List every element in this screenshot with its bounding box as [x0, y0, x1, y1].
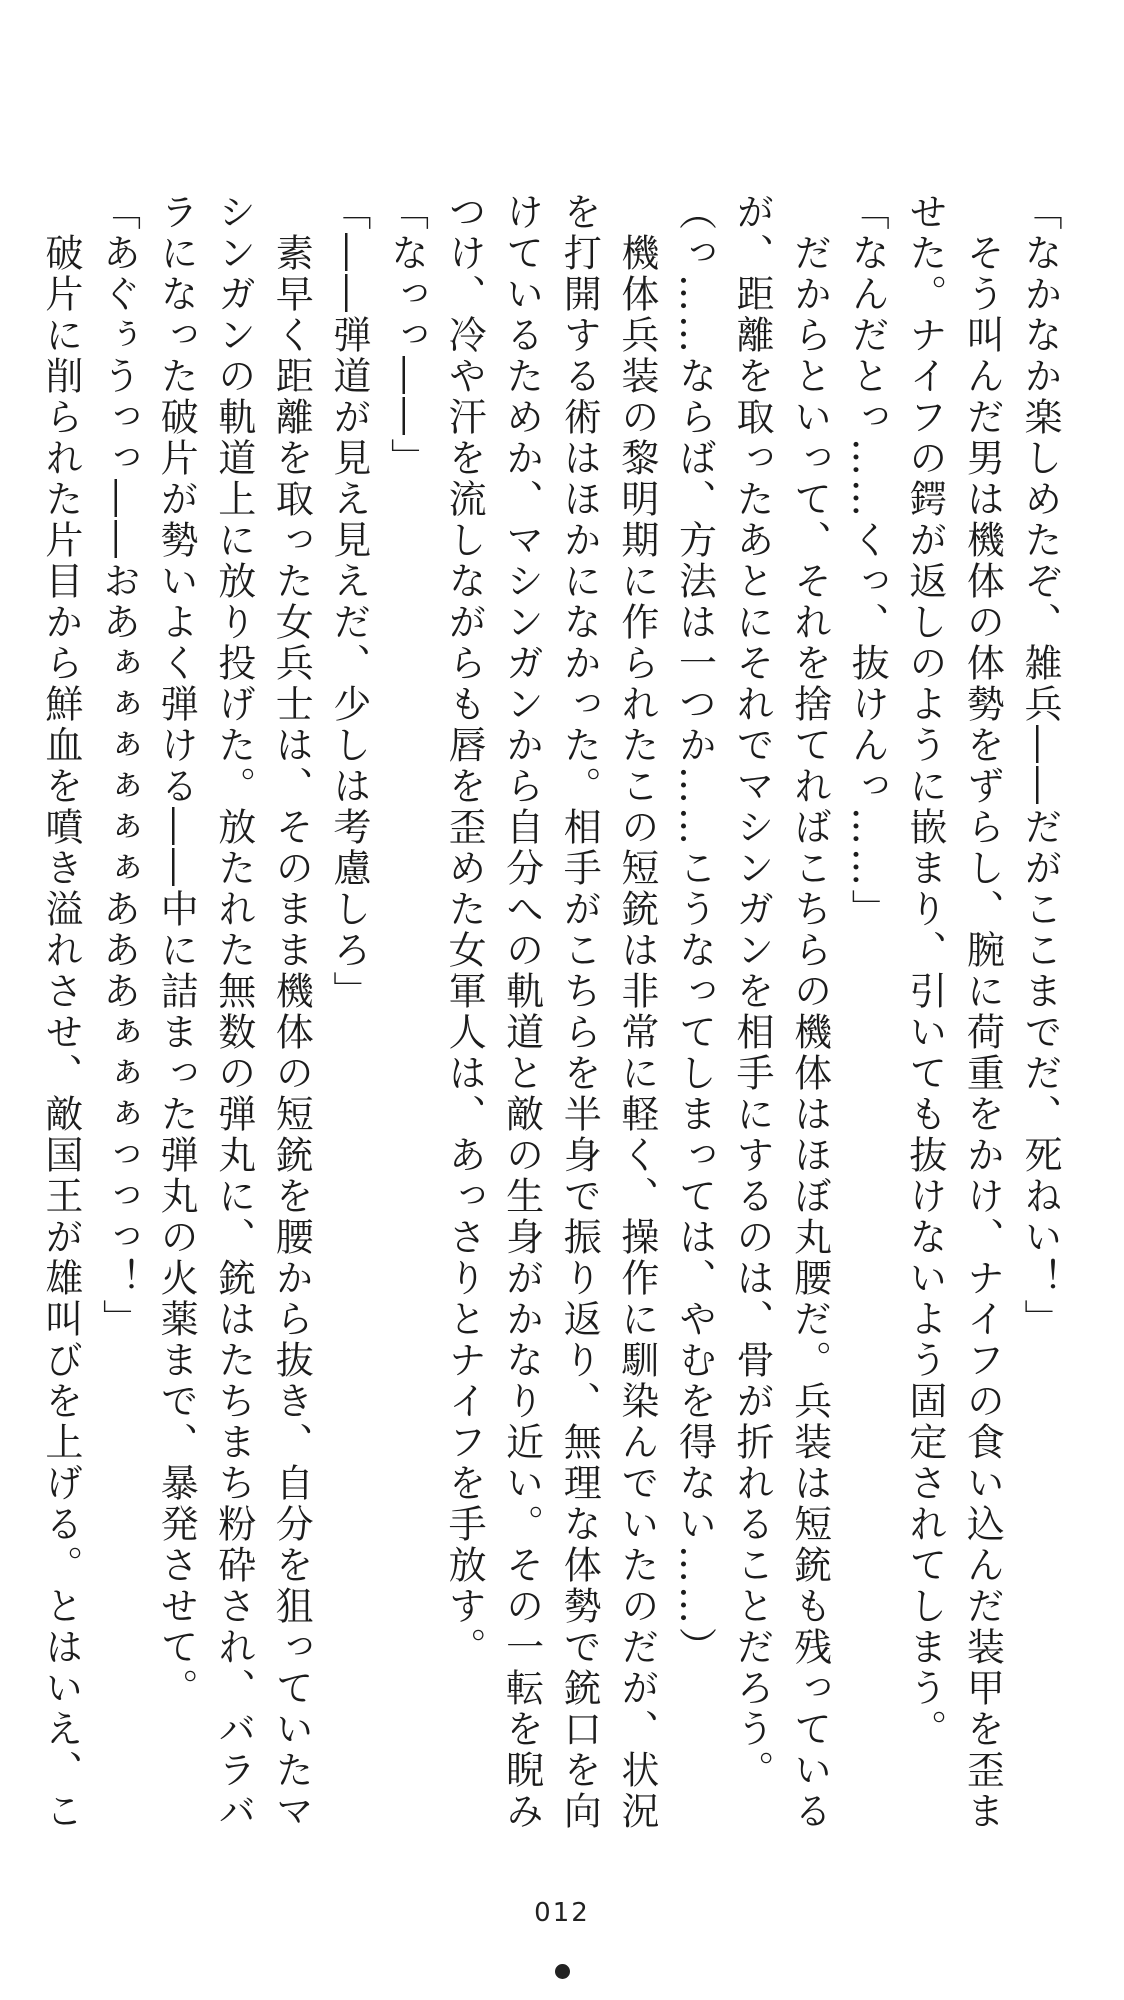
text-line: けているためか、マシンガンから自分への軌道と敵の生身がかなり近い。その一転を睨み	[499, 192, 544, 1832]
text-line: 「なかなか楽しめたぞ、雑兵――だがここまでだ、死ねい！」	[1018, 192, 1062, 1340]
text-line: （っ……ならば、方法は一つか……こうなってしまっては、やむを得ない……）	[672, 192, 717, 1668]
text-line: 「――弾道が見え見えだ、少しは考慮しろ」	[326, 192, 371, 1012]
text-line: そう叫んだ男は機体の体勢をずらし、腕に荷重をかけ、ナイフの食い込んだ装甲を歪ま	[960, 192, 1005, 1832]
text-line: つけ、冷や汗を流しながらも唇を歪めた女軍人は、あっさりとナイフを手放す。	[442, 192, 487, 1668]
text-line: だからといって、それを捨てればこちらの機体はほぼ丸腰だ。兵装は短銃も残っている	[787, 192, 832, 1832]
text-line: 「あぐぅうっっ――おあぁぁぁぁぁぁあああぁぁぁっっっ！」	[96, 192, 141, 1340]
text-line: 素早く距離を取った女兵士は、そのまま機体の短銃を腰から抜き、自分を狙っていたマ	[269, 192, 314, 1832]
text-line: 破片に削られた片目から鮮血を噴き溢れさせ、敵国王が雄叫びを上げる。とはいえ、こ	[38, 192, 83, 1832]
text-line: ラになった破片が勢いよく弾ける――中に詰まった弾丸の火薬まで、暴発させて。	[154, 192, 199, 1709]
text-line: せた。ナイフの鍔が返しのように嵌まり、引いても抜けないよう固定されてしまう。	[902, 192, 947, 1750]
page-marker-dot-icon	[555, 1964, 570, 1979]
text-line: が、距離を取ったあとにそれでマシンガンを相手にするのは、骨が折れることだろう。	[730, 192, 775, 1791]
text-line: 「なんだとっ……くっ、抜けんっ……」	[845, 192, 890, 930]
page-number: 012	[534, 1898, 590, 1928]
text-line: を打開する術はほかになかった。相手がこちらを半身で振り返り、無理な体勢で銃口を向	[557, 192, 602, 1832]
body-text	[38, 192, 1068, 1832]
text-line: シンガンの軌道上に放り投げた。放たれた無数の弾丸に、銃はたちまち粉砕され、バラバ	[211, 192, 256, 1832]
text-line: 「なっっ――」	[384, 192, 429, 479]
text-line: 機体兵装の黎明期に作られたこの短銃は非常に軽く、操作に馴染んでいたのだが、状況	[614, 192, 659, 1832]
